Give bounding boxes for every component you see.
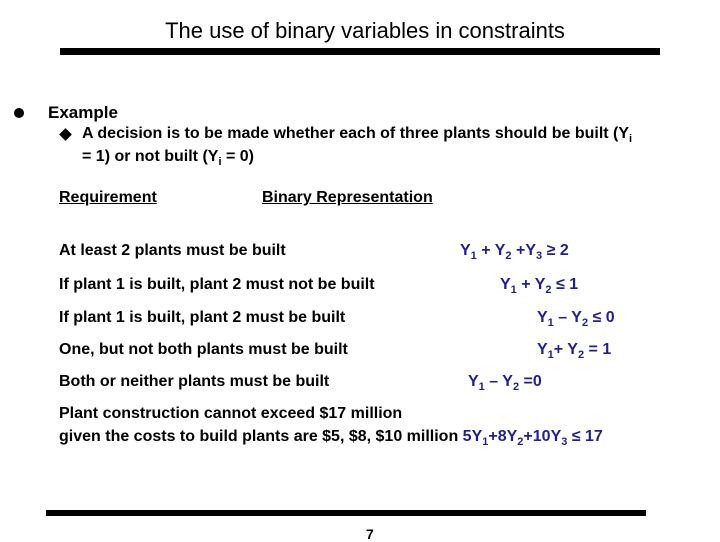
title-underline [60,48,660,55]
formula-row: $Y_1 - Y_2 \le 0$ [537,309,615,329]
bullet-dot-icon [14,108,24,118]
formula-row: $Y_1+ Y_2 = 1$ [537,341,612,361]
formula-row: $Y_1 + Y_2 \le 1$ [500,276,579,296]
header-requirement: Requirement [59,189,157,206]
cost-formula: $5Y_1+8Y_2+10Y_3 \le 17$ [462,428,603,448]
page-number: 7 [366,526,374,542]
header-binary-representation: Binary Representation [262,189,433,206]
requirement-row: One, but not both plants must be built [59,341,348,358]
requirement-row: If plant 1 is built, plant 2 must be built [59,309,346,326]
requirement-row: If plant 1 is built, plant 2 must not be built [59,276,375,293]
requirement-row: At least 2 plants must be built [59,242,286,259]
formula-row: $Y_1 - Y_2 =0$ [468,373,542,393]
sub-bullet-line-1: A decision is to be made whether each of three plants should be built ($Y_i$ [82,125,633,145]
sub-bullet-line-2: = 1) or not built $(Y_i = 0)$ [82,148,254,168]
footer-rule [46,510,646,516]
cost-constraint-line-1: Plant construction cannot exceed $17 million [59,405,403,422]
example-label: Example [48,103,118,122]
diamond-bullet-icon [59,128,72,141]
requirement-row: Both or neither plants must be built [59,373,330,390]
formula-row: $Y_1 + Y_2 +Y_3 \ge 2$ [460,242,569,262]
cost-constraint-line-2: given the costs to build plants are $5, $8, $10 million $5Y_1+8Y_2+10Y_3 \le 17$ [59,428,603,448]
slide-title: The use of binary variables in constraints [165,18,565,43]
